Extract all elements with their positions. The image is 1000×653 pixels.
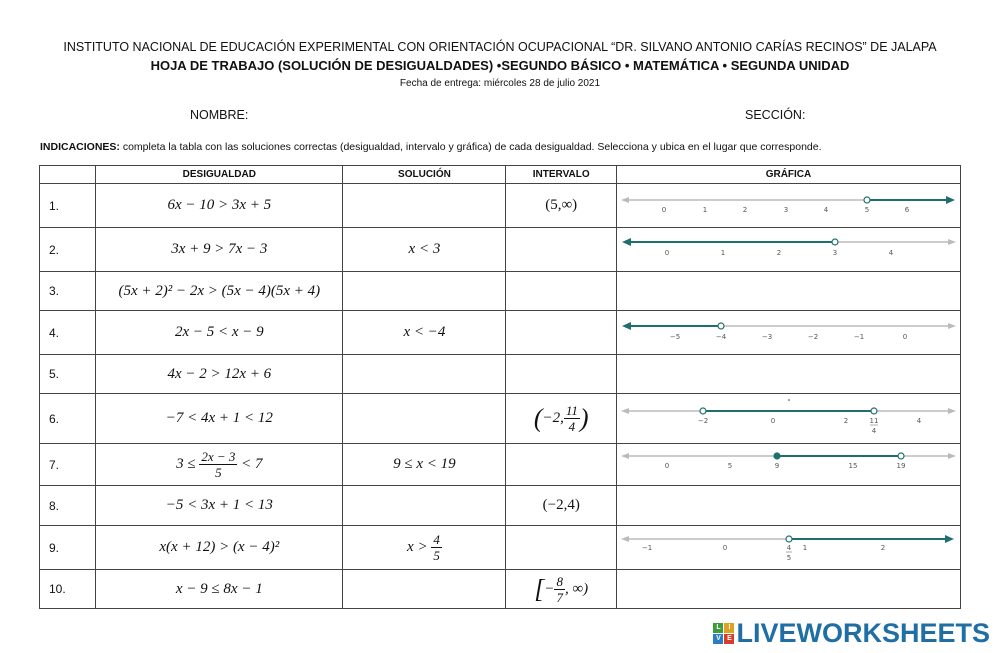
table-row	[40, 355, 961, 394]
svg-text:−3: −3	[761, 333, 773, 341]
number-line-graph	[617, 526, 960, 564]
interval-dropzone[interactable]	[506, 355, 617, 394]
instructions-text: completa la tabla con las soluciones correctas (desigualdad, intervalo y gráfica) de cada desigualdad. Selecciona y ubica en el lugar que corresponde.	[119, 141, 822, 153]
svg-text:4: 4	[916, 417, 922, 425]
svg-text:9: 9	[774, 462, 780, 470]
solution-dropzone[interactable]	[343, 355, 506, 394]
interval-dropzone[interactable]	[506, 311, 617, 355]
interval-cell: [− $\frac{8}{7}$ , ∞)	[506, 570, 617, 609]
row-number: 5.	[40, 355, 96, 394]
worksheet-title: HOJA DE TRABAJO (SOLUCIÓN DE DESIGUALDADES) •SEGUNDO BÁSICO • MATEMÁTICA • SEGUNDA UNIDAD	[150, 58, 850, 73]
svg-text:4: 4	[823, 206, 829, 214]
row-number: 9.	[40, 526, 96, 570]
graph-cell	[616, 311, 960, 355]
graph-cell	[616, 394, 960, 444]
table-row	[40, 184, 961, 228]
svg-text:−2: −2	[697, 417, 709, 425]
row-number: 8.	[40, 486, 96, 526]
inequality-cell: 2x − 5 < x − 9	[96, 311, 343, 355]
solution-dropzone[interactable]	[343, 394, 506, 444]
inequality-cell: 4x − 2 > 12x + 6	[96, 355, 343, 394]
svg-text:2: 2	[880, 544, 886, 552]
svg-text:4: 4	[888, 249, 894, 257]
table-row	[40, 272, 961, 311]
inequality-cell: 3x + 9 > 7x − 3	[96, 228, 343, 272]
interval-dropzone[interactable]	[506, 444, 617, 486]
col-graph: GRÁFICA	[616, 166, 960, 184]
row-number: 7.	[40, 444, 96, 486]
interval-prefix: −2,	[542, 409, 564, 426]
svg-text:0: 0	[770, 417, 776, 425]
row-number: 3.	[40, 272, 96, 311]
svg-text:4: 4	[871, 427, 877, 435]
row-number: 1.	[40, 184, 96, 228]
svg-text:2: 2	[843, 417, 849, 425]
inequality-cell: −7 < 4x + 1 < 12	[96, 394, 343, 444]
interval-dropzone[interactable]	[506, 228, 617, 272]
svg-text:15: 15	[848, 462, 858, 470]
graph-dropzone[interactable]	[616, 355, 960, 394]
table-row	[40, 526, 961, 570]
svg-text:19: 19	[896, 462, 906, 470]
row-number: 4.	[40, 311, 96, 355]
svg-text:4: 4	[786, 544, 792, 552]
interval-fraction: $\frac{11}{4}$	[565, 403, 578, 434]
row-number: 2.	[40, 228, 96, 272]
solution-dropzone[interactable]	[343, 272, 506, 311]
inequalities-table	[39, 165, 961, 609]
graph-cell	[616, 444, 960, 486]
inequality-fraction: $\frac{2x - 3}{5}$	[201, 449, 236, 480]
table-row	[40, 486, 961, 526]
svg-text:1: 1	[802, 544, 808, 552]
solution-dropzone[interactable]	[343, 570, 506, 609]
interval-cell: (−2, $\frac{11}{4}$ )	[506, 394, 617, 444]
svg-text:1: 1	[702, 206, 708, 214]
col-number	[40, 166, 96, 184]
number-line-graph	[617, 394, 960, 438]
svg-text:3: 3	[832, 249, 838, 257]
svg-text:−1: −1	[641, 544, 653, 552]
col-inequality: DESIGUALDAD	[96, 166, 343, 184]
interval-fraction: $\frac{8}{7}$	[556, 573, 563, 605]
institution-header: INSTITUTO NACIONAL DE EDUCACIÓN EXPERIMENTAL CON ORIENTACIÓN OCUPACIONAL “DR. SILVANO ANTONIO CARÍAS RECINOS” DE JALAPA	[63, 40, 937, 54]
svg-text:0: 0	[664, 462, 670, 470]
svg-text:−1: −1	[853, 333, 865, 341]
svg-text:0: 0	[722, 544, 728, 552]
svg-text:0: 0	[661, 206, 667, 214]
solution-dropzone[interactable]	[343, 184, 506, 228]
svg-text:5: 5	[864, 206, 870, 214]
table-header-row	[40, 166, 961, 184]
inequality-cell: (5x + 2)² − 2x > (5x − 4)(5x + 4)	[96, 272, 343, 311]
interval-cell: (−2,4)	[506, 486, 617, 526]
svg-text:0: 0	[902, 333, 908, 341]
liveworksheets-logo	[713, 618, 990, 649]
graph-dropzone[interactable]	[616, 272, 960, 311]
solution-cell: x > $\frac{4}{5}$	[343, 526, 506, 570]
instructions-bold: INDICACIONES:	[40, 141, 120, 153]
solution-dropzone[interactable]	[343, 486, 506, 526]
instructions	[40, 141, 822, 153]
logo-text: LIVEWORKSHEETS	[736, 618, 990, 648]
row-number: 10.	[40, 570, 96, 609]
inequality-cell: x − 9 ≤ 8x − 1	[96, 570, 343, 609]
number-line-graph	[617, 228, 960, 266]
solution-fraction: $\frac{4}{5}$	[433, 532, 440, 563]
inequality-cell: −5 < 3x + 1 < 13	[96, 486, 343, 526]
due-date: Fecha de entrega: miércoles 28 de julio 2021	[399, 78, 601, 89]
solution-cell: x < −4	[343, 311, 506, 355]
col-interval: INTERVALO	[506, 166, 617, 184]
svg-text:2: 2	[742, 206, 748, 214]
table-row	[40, 228, 961, 272]
graph-dropzone[interactable]	[616, 570, 960, 609]
row-number: 6.	[40, 394, 96, 444]
svg-text:2: 2	[776, 249, 782, 257]
interval-dropzone[interactable]	[506, 526, 617, 570]
graph-cell	[616, 184, 960, 228]
number-line-graph	[617, 311, 960, 349]
inequality-cell: 6x − 10 > 3x + 5	[96, 184, 343, 228]
inequality-cell: x(x + 12) > (x − 4)²	[96, 526, 343, 570]
solution-cell: x < 3	[343, 228, 506, 272]
graph-dropzone[interactable]	[616, 486, 960, 526]
table-row	[40, 394, 961, 444]
col-solution: SOLUCIÓN	[343, 166, 506, 184]
interval-dropzone[interactable]	[506, 272, 617, 311]
solution-cell: 9 ≤ x < 19	[343, 444, 506, 486]
interval-cell: (5,∞)	[506, 184, 617, 228]
svg-text:3: 3	[783, 206, 789, 214]
name-label: NOMBRE:	[190, 108, 249, 122]
svg-text:−4: −4	[715, 333, 727, 341]
table-row	[40, 570, 961, 609]
logo-cube-icon: L I V E	[713, 623, 734, 644]
graph-cell	[616, 526, 960, 570]
svg-text:−5: −5	[669, 333, 681, 341]
svg-text:0: 0	[664, 249, 670, 257]
svg-text:5: 5	[727, 462, 733, 470]
inequality-cell: 3 ≤ $\frac{2x - 3}{5}$ < 7	[96, 444, 343, 486]
table-row	[40, 444, 961, 486]
svg-text:1: 1	[720, 249, 726, 257]
number-line-graph	[617, 444, 960, 480]
svg-text:11: 11	[869, 417, 879, 425]
number-line-graph	[617, 184, 960, 222]
svg-text:−2: −2	[807, 333, 819, 341]
graph-cell	[616, 228, 960, 272]
svg-text:5: 5	[786, 554, 792, 562]
section-label: SECCIÓN:	[745, 108, 806, 122]
table-row	[40, 311, 961, 355]
svg-text:6: 6	[904, 206, 910, 214]
